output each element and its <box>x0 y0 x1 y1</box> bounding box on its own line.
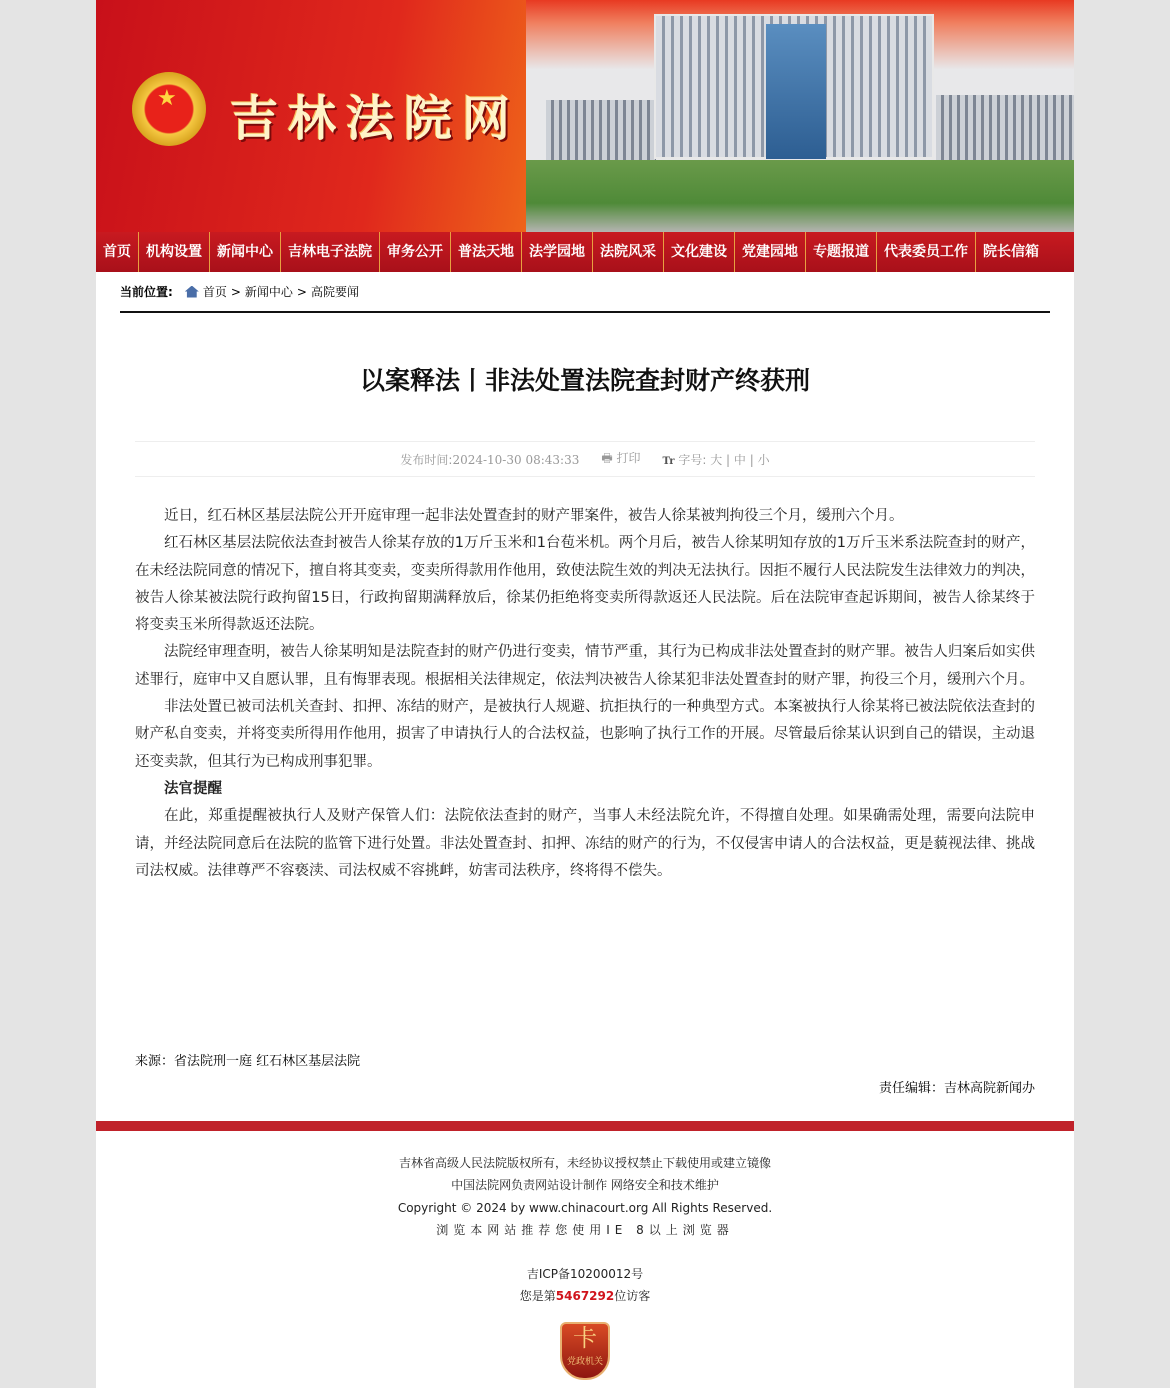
nav-item[interactable]: 新闻中心 <box>210 232 281 272</box>
nav-item[interactable]: 代表委员工作 <box>877 232 976 272</box>
paragraph: 红石林区基层法院依法查封被告人徐某存放的1万斤玉米和1台苞米机。两个月后，被告人徐某明知存放的1万斤玉米系法院查封的财产，在未经法院同意的情况下，擅自将其变卖，变卖所得款用作他用，致使法院生效的判决无法执行。因拒不履行人民法院发生法律效力的判决，被告人徐某被法院行政拘留15日，行政拘留期满释放后，徐某仍拒绝将变卖所得款返还人民法院。后在法院审查起诉期间，被告人徐某终于将变卖玉米所得款返还法院。 <box>135 535 1035 634</box>
nav-item[interactable]: 首页 <box>96 232 139 272</box>
breadcrumb <box>120 272 1050 313</box>
visitor-counter: 您是第5467292位访客 <box>519 1289 651 1304</box>
print-label: 打印 <box>616 450 641 465</box>
copyright-english: Copyright © 2024 by www.chinacourt.org All Rights Reserved. <box>397 1200 773 1215</box>
site-logo[interactable]: 吉林法院网 <box>230 91 521 147</box>
main-nav <box>96 232 1074 272</box>
font-size-label: 字号: <box>678 452 707 467</box>
font-large-button[interactable]: 大 <box>710 452 723 467</box>
footer <box>96 1152 1074 1380</box>
breadcrumb-separator: > <box>230 284 241 299</box>
footer-divider <box>96 1121 1074 1131</box>
article-body <box>135 503 1035 885</box>
article-title: 以案释法丨非法处置法院查封财产终获刑 <box>359 366 810 395</box>
article-meta: 发布时间:2024-10-30 08:43:33 🖶 打印 Tr 字号: 大 | 中 | 小 <box>135 441 1035 477</box>
article-source: 来源：省法院刑一庭 红石林区基层法院 <box>135 1054 361 1069</box>
font-size-icon: Tr <box>662 455 675 467</box>
government-badge-icon[interactable]: 卡 党政机关 <box>560 1322 610 1380</box>
nav-item[interactable]: 审务公开 <box>380 232 451 272</box>
home-icon <box>185 286 199 298</box>
print-button[interactable] <box>601 449 640 470</box>
nav-item[interactable]: 党建园地 <box>735 232 806 272</box>
paragraph: 非法处置已被司法机关查封、扣押、冻结的财产，是被执行人规避、抗拒执行的一种典型方式。本案被执行人徐某将已被法院依法查封的财产私自变卖，并将变卖所得用作他用，损害了申请执行人的合法权益，也影响了执行工作的开展。尽管最后徐某认识到自己的错误，主动退还变卖款，但其行为已构成刑事犯罪。 <box>135 699 1035 770</box>
breadcrumb-current[interactable]: 高院要闻 <box>310 285 359 299</box>
nav-item[interactable]: 专题报道 <box>806 232 877 272</box>
browser-note: 浏览本网站推荐您使用IE 8以上浏览器 <box>436 1222 734 1237</box>
nav-item[interactable]: 机构设置 <box>139 232 210 272</box>
header-banner <box>96 0 1074 232</box>
breadcrumb-separator: > <box>296 284 307 299</box>
publish-date: 2024-10-30 08:43:33 <box>452 452 580 467</box>
copyright-line: 吉林省高级人民法院版权所有，未经协议授权禁止下载使用或建立镜像 <box>398 1156 771 1170</box>
nav-item[interactable]: 普法天地 <box>451 232 522 272</box>
paragraph: 法院经审理查明，被告人徐某明知是法院查封的财产仍进行变卖，情节严重，其行为已构成非法处置查封的财产罪。被告人归案后如实供述罪行，庭审中又自愿认罪，且有悔罪表现。根据相关法律规定，依法判决被告人徐某犯非法处置查封的财产罪，拘役三个月，缓刑六个月。 <box>135 644 1035 688</box>
maintainer-line: 中国法院网负责网站设计制作 网络安全和技术维护 <box>451 1178 719 1193</box>
breadcrumb-label: 当前位置: <box>120 285 173 299</box>
printer-icon: 🖶 <box>601 450 613 465</box>
nav-item[interactable]: 文化建设 <box>664 232 735 272</box>
nav-item[interactable]: 法院风采 <box>593 232 664 272</box>
article-editor: 责任编辑：吉林高院新闻办 <box>878 1081 1035 1096</box>
page <box>96 0 1074 1388</box>
date-label: 发布时间: <box>400 452 453 467</box>
subheading: 法官提醒 <box>164 780 222 797</box>
icp-link[interactable]: 吉ICP备10200012号 <box>526 1267 644 1282</box>
font-medium-button[interactable]: 中 <box>733 452 746 467</box>
breadcrumb-home[interactable]: 首页 <box>202 285 227 299</box>
breadcrumb-news[interactable]: 新闻中心 <box>244 285 293 299</box>
nav-item[interactable]: 法学园地 <box>522 232 593 272</box>
nav-item[interactable]: 吉林电子法院 <box>281 232 380 272</box>
font-small-button[interactable]: 小 <box>757 452 770 467</box>
nav-item[interactable]: 院长信箱 <box>983 244 1039 260</box>
paragraph: 近日，红石林区基层法院公开开庭审理一起非法处置查封的财产罪案件，被告人徐某被判拘役三个月，缓刑六个月。 <box>164 508 904 524</box>
court-building-image <box>526 0 1074 232</box>
paragraph: 在此，郑重提醒被执行人及财产保管人们：法院依法查封的财产，当事人未经法院允许，不得擅自处理。如果确需处理，需要向法院申请，并经法院同意后在法院的监管下进行处置。非法处置查封、扣押、冻结的财产的行为，不仅侵害申请人的合法权益，更是藐视法律、挑战司法权威。法律尊严不容亵渎、司法权威不容挑衅，妨害司法秩序，终将得不偿失。 <box>135 808 1035 879</box>
national-emblem-icon: ★ <box>132 72 206 146</box>
